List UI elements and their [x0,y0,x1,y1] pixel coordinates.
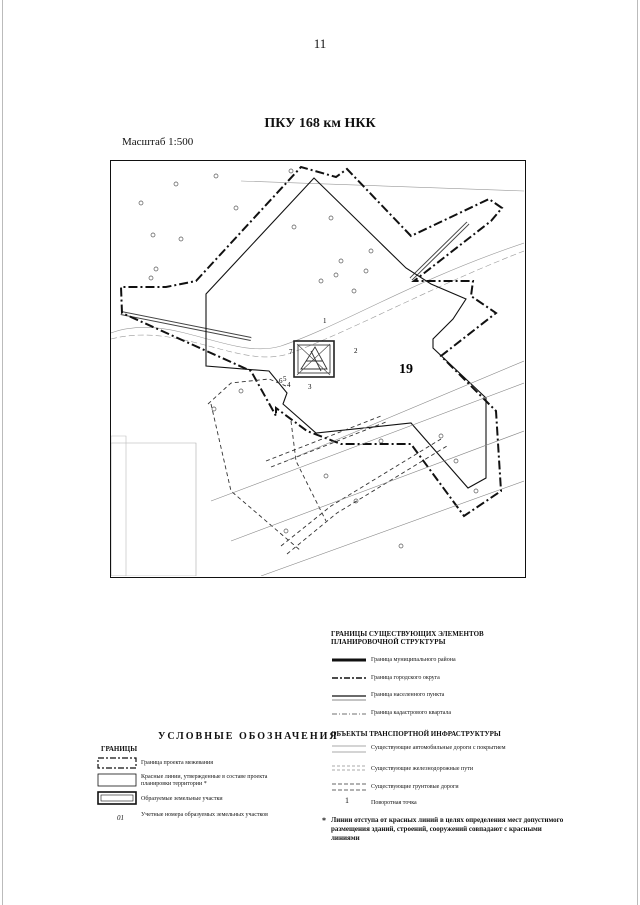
legend-existing-symbols [330,650,368,722]
legend-item-municipal-district: Граница муниципального района [371,657,456,663]
legend-item-dirt-roads: Существующие грунтовые дороги [371,784,459,790]
cadastral-map [110,160,526,578]
parcel-label: 19 [399,362,413,377]
legend-item-paved-roads: Существующие автомобильные дороги с покрытием [371,745,506,751]
legend-item-parcel-numbers: Учетные номера образуемых земельных участков [141,812,268,818]
legend-item-railways: Существующие железнодорожные пути [371,766,474,772]
page-title: ПКУ 168 км НКК [264,116,376,131]
legend-item-land-parcels: Образуемые земельные участки [141,796,223,802]
map-drawing [111,161,524,576]
map-markers [139,169,478,548]
parcel-number-symbol: 01 [117,814,124,822]
background-lines [111,181,524,576]
map-scale: Масштаб 1:500 [122,136,194,148]
dirt-roads [208,379,447,554]
legend-item-turning-point: Поворотная точка [371,800,417,806]
footnote-text: Линии отступа от красных линий в целях определения мест допустимого размещения зданий, строений, сооружений совпадают с красными линиями [331,816,564,842]
footnote-mark: * [322,816,326,825]
point-3: 3 [308,383,312,391]
legend-transport-symbols [330,740,368,810]
legend-item-project-boundary: Граница проекта межевания [141,760,213,766]
legend-transport-heading: ОБЪЕКТЫ ТРАНСПОРТНОЙ ИНФРАСТРУКТУРЫ [331,730,501,738]
point-4: 4 [287,381,291,389]
point-6: 6 [279,377,283,385]
survey-block [294,341,334,377]
point-7: 7 [289,348,293,356]
legend-existing-heading: ГРАНИЦЫ СУЩЕСТВУЮЩИХ ЭЛЕМЕНТОВ ПЛАНИРОВОЧНОЙ СТРУКТУРЫ [331,630,484,646]
legend-item-city-district: Граница городского округа [371,675,440,681]
legend-item-settlement: Граница населенного пункта [371,692,445,698]
point-5: 5 [283,375,287,383]
legend-item-cadastral-block: Граница кадастрового квартала [371,710,452,716]
scan-edge-left [2,0,3,905]
page-number: 11 [313,36,327,51]
legend-title: УСЛОВНЫЕ ОБОЗНАЧЕНИЯ [158,731,339,742]
point-2: 2 [354,347,358,355]
paved-roads [211,361,524,576]
point-1: 1 [323,317,327,325]
turning-point-symbol: 1 [345,796,349,805]
legend-boundaries-heading: ГРАНИЦЫ [101,745,138,753]
legend-item-red-lines: Красные линии, утвержденные в составе проекта планировки территории * [141,774,268,787]
scan-edge-right [637,0,638,905]
